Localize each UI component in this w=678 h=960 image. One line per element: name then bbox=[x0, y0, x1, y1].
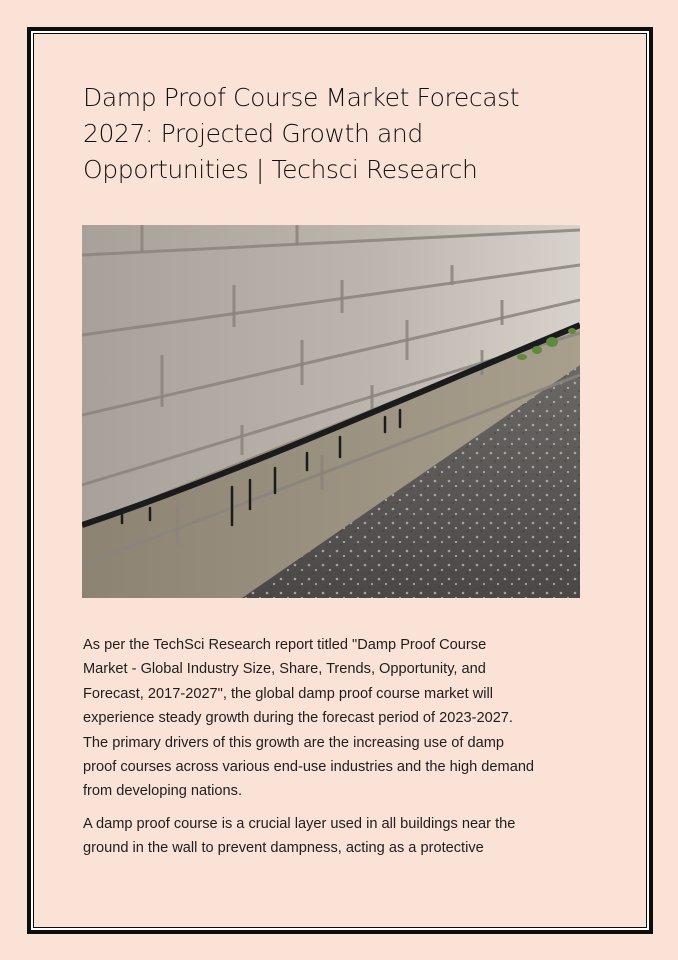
text-line: experience steady growth during the forecast period of 2023-2027. bbox=[83, 710, 513, 727]
text-line: from developing nations. bbox=[83, 783, 243, 800]
title-line-3: Opportunities | Techsci Research bbox=[83, 155, 478, 184]
body-text bbox=[83, 633, 623, 869]
paragraph-1 bbox=[83, 633, 623, 804]
text-line: Forecast, 2017-2027", the global damp proof course market will bbox=[83, 685, 493, 702]
title-line-2: 2027: Projected Growth and bbox=[83, 119, 423, 148]
title-line-1: Damp Proof Course Market Forecast bbox=[83, 83, 520, 112]
text-line: Market - Global Industry Size, Share, Trends, Opportunity, and bbox=[83, 661, 486, 678]
text-line: proof courses across various end-use industries and the high demand bbox=[83, 759, 535, 776]
text-line: ground in the wall to prevent dampness, acting as a protective bbox=[83, 840, 484, 857]
text-line: A damp proof course is a crucial layer used in all buildings near the bbox=[83, 815, 516, 832]
paragraph-2 bbox=[83, 812, 623, 861]
brick-wall-photo bbox=[82, 225, 580, 598]
text-line: The primary drivers of this growth are the increasing use of damp bbox=[83, 734, 504, 751]
text-line: As per the TechSci Research report titled "Damp Proof Course bbox=[83, 637, 487, 653]
document-title bbox=[83, 80, 553, 188]
